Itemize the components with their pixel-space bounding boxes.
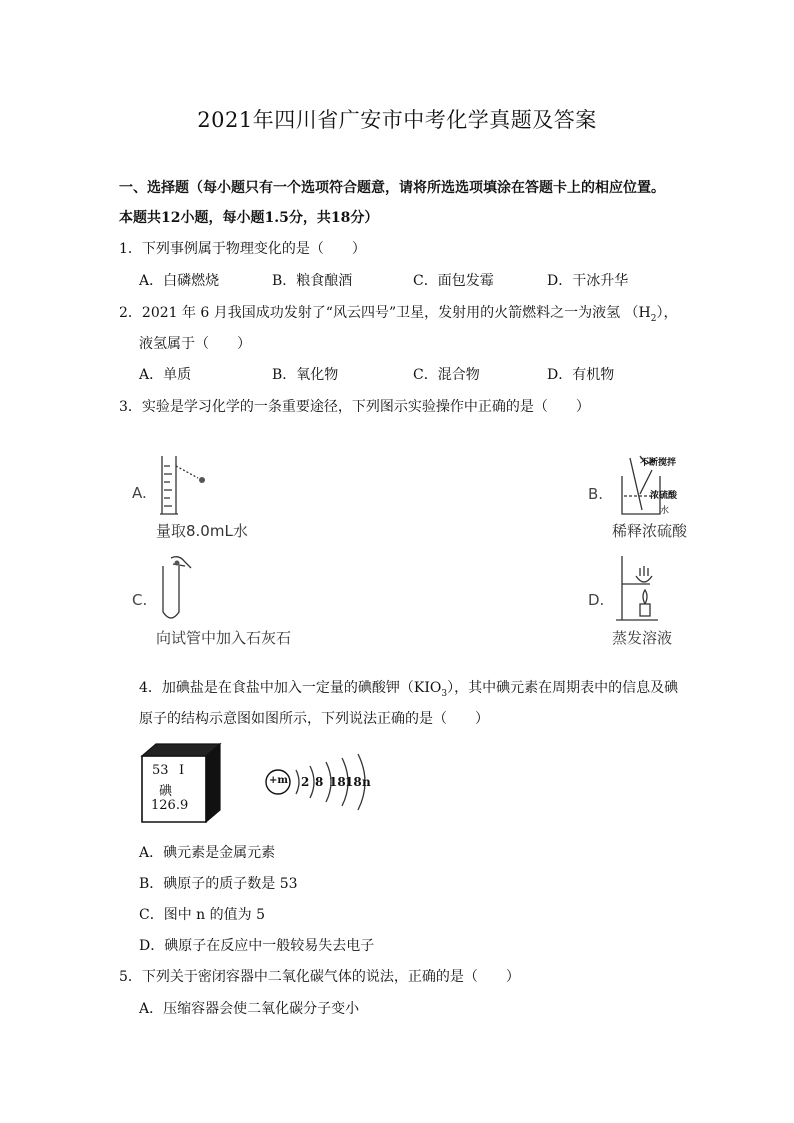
- test-tube-icon: [155, 554, 205, 626]
- q1-option-a: A．白磷燃烧: [139, 273, 220, 289]
- section-subheading: 本题共12小题，每小题1.5分，共18分）: [119, 210, 379, 226]
- q4-option-d: D．碘原子在反应中一般较易失去电子: [139, 938, 375, 954]
- atom-structure-icon: [262, 762, 382, 822]
- figure-b-caption: 稀释浓硫酸: [612, 522, 688, 540]
- q2-option-c: C．混合物: [413, 367, 480, 383]
- element-number: 53: [152, 763, 169, 778]
- section-heading: 一、选择题（每小题只有一个选项符合题意，请将所选选项填涂在答题卡上的相应位置。: [119, 180, 665, 196]
- q1-option-d: D．干冰升华: [547, 273, 629, 289]
- figure-b-letter: B.: [588, 485, 604, 503]
- shell-4: 18: [345, 775, 362, 789]
- figure-c-caption: 向试管中加入石灰石: [156, 629, 292, 647]
- q2-option-d: D．有机物: [547, 367, 615, 383]
- shell-5: n: [362, 775, 371, 789]
- question-1-stem: 1．下列事例属于物理变化的是（ ）: [119, 241, 366, 257]
- question-2-stem: 2．2021 年 6 月我国成功发射了“风云四号”卫星，发射用的火箭燃料之一为液氢 $(H_2)$，: [119, 305, 678, 324]
- shell-2: 8: [315, 775, 324, 789]
- figure-d-caption: 蒸发溶液: [612, 629, 673, 647]
- question-4-stem-cont: 原子的结构示意图如图所示，下列说法正确的是（ ）: [139, 711, 489, 727]
- label-stirring: 不断搅拌: [640, 458, 677, 468]
- figure-d-letter: D.: [588, 591, 605, 609]
- question-4-stem: 4．加碘盐是在食盐中加入一定量的碘酸钾$(KIO_3)$，其中碘元素在周期表中的信息及碘: [139, 680, 679, 699]
- q4-option-c: C．图中 n 的值为 5: [139, 907, 265, 923]
- label-water: 水: [660, 506, 670, 516]
- q1-option-c: C．面包发霉: [413, 273, 494, 289]
- shell-1: 2: [301, 775, 310, 789]
- element-name: 碘: [159, 784, 173, 799]
- nucleus-label: +m: [269, 775, 288, 786]
- page-title: 2021年四川省广安市中考化学真题及答案: [197, 108, 597, 132]
- q2-option-a: A．单质: [139, 367, 192, 383]
- shell-3: 18: [329, 775, 346, 789]
- graduated-cylinder-icon: [150, 452, 220, 522]
- figure-c-letter: C.: [132, 591, 148, 609]
- q4-option-a: A．碘元素是金属元素: [139, 845, 276, 861]
- question-5-stem: 5．下列关于密闭容器中二氧化碳气体的说法，正确的是（ ）: [119, 969, 520, 985]
- question-2-stem-cont: 液氢属于（ ）: [139, 336, 251, 352]
- evaporation-stand-icon: [614, 554, 674, 626]
- label-conc-acid: 浓硫酸: [650, 491, 678, 501]
- question-3-stem: 3．实验是学习化学的一条重要途径，下列图示实验操作中正确的是（ ）: [119, 399, 590, 415]
- q4-option-b: B．碘原子的质子数是 53: [139, 876, 298, 892]
- q5-option-a: A．压缩容器会使二氧化碳分子变小: [139, 1001, 360, 1017]
- q2-option-b: B．氧化物: [272, 367, 339, 383]
- element-symbol: I: [179, 763, 185, 778]
- figure-a-letter: A.: [132, 484, 147, 502]
- figure-a-caption: 量取8.0mL水: [156, 522, 248, 540]
- q1-option-b: B．粮食酿酒: [272, 273, 353, 289]
- element-mass: 126.9: [151, 798, 189, 813]
